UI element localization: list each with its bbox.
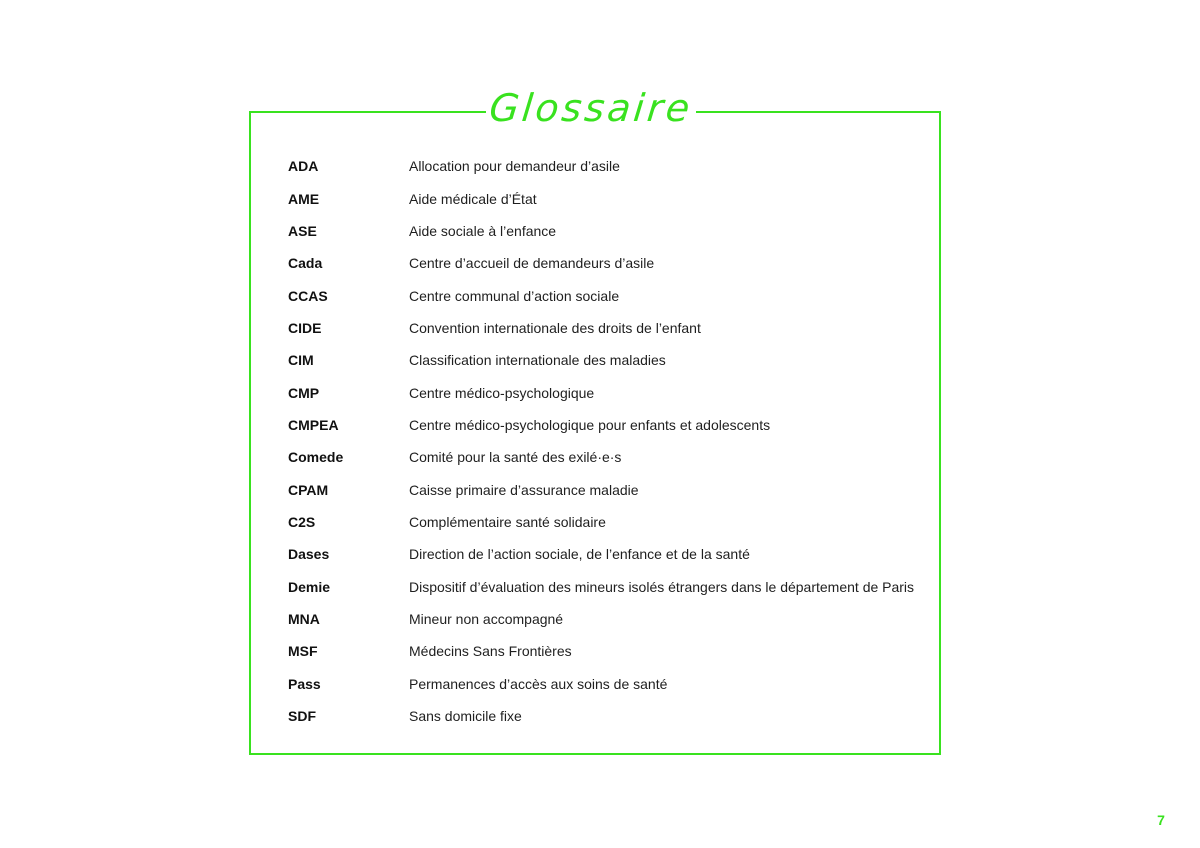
glossary-definition: Médecins Sans Frontières <box>409 643 572 660</box>
glossary-definition: Classification internationale des maladies <box>409 352 666 369</box>
glossary-entry <box>288 409 928 441</box>
glossary-entry <box>288 506 928 538</box>
glossary-entry <box>288 182 928 214</box>
glossary-entry <box>288 247 928 279</box>
glossary-definition: Aide sociale à l’enfance <box>409 222 557 239</box>
glossary-term: Dases <box>288 546 330 563</box>
glossary-term: MNA <box>288 610 320 627</box>
glossary-term: CMPEA <box>288 416 339 433</box>
glossary-entry <box>288 570 928 602</box>
page-number: 7 <box>1157 812 1165 828</box>
glossary-term: CCAS <box>288 287 328 304</box>
page-title: Glossaire <box>487 86 695 130</box>
glossary-term: ADA <box>288 158 319 175</box>
glossary-entry <box>288 344 928 376</box>
glossary-definition: Complémentaire santé solidaire <box>409 513 606 530</box>
glossary-term: SDF <box>288 708 316 725</box>
glossary-entry <box>288 441 928 473</box>
glossary-definition: Comité pour la santé des exilé·e·s <box>409 449 622 466</box>
glossary-entry <box>288 279 928 311</box>
glossary-entry <box>288 150 928 182</box>
glossary-term: CPAM <box>288 481 329 498</box>
glossary-term: CIM <box>288 352 314 369</box>
glossary-entry <box>288 538 928 570</box>
glossary-list <box>288 150 928 732</box>
glossary-definition: Aide médicale d’État <box>409 190 537 207</box>
glossary-definition: Dispositif d’évaluation des mineurs isolés étrangers dans le département de Paris <box>409 578 915 595</box>
glossary-term: MSF <box>288 643 318 660</box>
glossary-entry <box>288 473 928 505</box>
glossary-definition: Convention internationale des droits de l’enfant <box>409 319 701 336</box>
glossary-entry <box>288 312 928 344</box>
glossary-definition: Centre médico-psychologique pour enfants et adolescents <box>409 416 771 433</box>
glossary-term: C2S <box>288 513 316 530</box>
glossary-term: Comede <box>288 449 344 466</box>
glossary-entry <box>288 700 928 732</box>
glossary-term: CMP <box>288 384 320 401</box>
glossary-definition: Permanences d’accès aux soins de santé <box>409 675 668 692</box>
glossary-definition: Sans domicile fixe <box>409 708 522 725</box>
glossary-definition: Centre d’accueil de demandeurs d’asile <box>409 255 655 272</box>
glossary-term: Pass <box>288 675 321 692</box>
glossary-entry <box>288 215 928 247</box>
glossary-entry <box>288 603 928 635</box>
glossary-term: Demie <box>288 578 331 595</box>
glossary-term: CIDE <box>288 319 322 336</box>
glossary-definition: Caisse primaire d’assurance maladie <box>409 481 639 498</box>
glossary-entry <box>288 635 928 667</box>
glossary-term: ASE <box>288 222 317 239</box>
glossary-entry <box>288 376 928 408</box>
glossary-definition: Centre communal d’action sociale <box>409 287 620 304</box>
glossary-definition: Mineur non accompagné <box>409 610 564 627</box>
glossary-definition: Direction de l’action sociale, de l’enfance et de la santé <box>409 546 750 563</box>
glossary-term: AME <box>288 190 320 207</box>
glossary-definition: Allocation pour demandeur d’asile <box>409 158 620 175</box>
glossary-entry <box>288 668 928 700</box>
glossary-term: Cada <box>288 255 323 272</box>
glossary-definition: Centre médico-psychologique <box>409 384 595 401</box>
